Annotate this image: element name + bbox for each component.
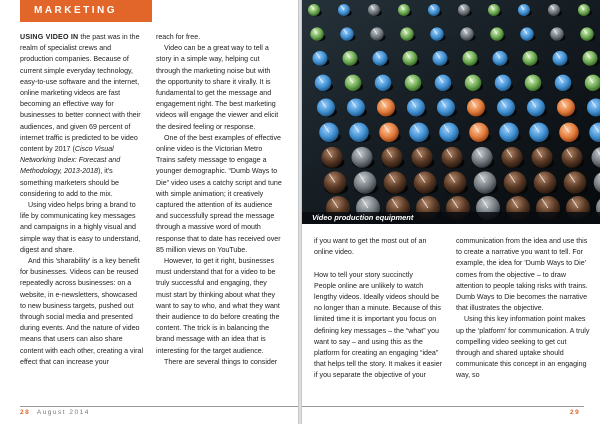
right-page [302,0,600,424]
footer-rule [20,406,298,407]
mixing-desk-photo [302,0,600,224]
paragraph: However, to get it right, businesses must understand that for a video to be truly successful and engaging, they must start by thinking about what they want to say to who, and what they want their audience to do before creating the content. The trick is in balancing the brand message with an idea that is interesting for the target audience. [156,257,280,355]
right-column-2 [456,236,590,382]
paragraph: People online are unlikely to watch lengthy videos. Ideally videos should be no longer than a minute. Because of this limited time it is important you focus on defining key messages – the “what” you want to say – and using this as the platform for creating an engaging “idea” that helps tell the story. It makes it easier if you separate the objective of your [314,281,443,380]
mixing-desk-illustration [302,0,600,224]
paragraph: reach for free. [156,33,201,41]
page-number: 29 [570,409,581,416]
paragraph: And this 'sharability' is a key benefit for businesses. Videos can be reused repeatedly across businesses: on a website, in e-newsletters, showcased to new business targets, pushed out through social media and presented during events. And the nature of video means that users can also share content with each other, creating a viral effect that can increase your [20,257,144,366]
paragraph: Video can be a great way to tell a story in a simple way, helping cut through the marketing noise but with the opportunity to share it virally. It is fundamental to get the message and engagement right. The best marketing videos will engage the viewer and elicit the desired feeling or response. [156,44,279,131]
citation: Cisco Visual Networking Index: Forecast and Methodology, 2013-2018 [20,145,121,176]
paragraph: There are several things to consider [164,357,278,366]
subheading: How to tell your story succinctly [314,270,413,279]
left-column-2 [156,32,282,368]
paragraph: Using this key information point makes up the ‘platform’ for communication. A truly compelling video seeking to get cut through and shared uptake should communicate this concept in an engaging way, so [456,315,590,380]
lead-in: USING VIDEO IN [20,33,79,41]
left-footer [20,409,90,416]
section-tab: MARKETING [20,0,152,22]
left-column-1 [20,32,144,368]
paragraph: USING VIDEO IN the past was in the realm of specialist crews and production companies. Because of current simple everyday technology, easy-to-use software and the internet, online marketing videos are fast becoming an effective way for businesses to better connect with their audiences, and given 69 percent of internet traffic is predicted to be video content by 2017 (Cisco Visual Networking Index: Forecast and Methodology, 2013-2018), it's something marketers should be considering to add to the mix. [20,33,141,198]
left-page [0,0,298,424]
paragraph: Using video helps bring a brand to life by communicating key messages and campaigns in a highly visual and simple way that is easy to understand, digest and share. [20,201,141,254]
paragraph: One of the best examples of effective online video is the Victorian Metro Trains safety message to engage a younger demographic. “Dumb Ways to Die” video uses a catchy script and tune with simple animation; it creatively captured the attention of its audience and successfully spread the message through a massive word of mouth response that to date has received over 85 million views on YouTube. [156,133,282,254]
footer-rule [302,406,584,407]
right-column-1 [314,236,444,382]
paragraph: if you want to get the most out of an online video. [314,237,427,257]
photo-caption: Video production equipment [312,213,414,222]
issue-date: August 2014 [36,409,90,416]
page-number: 28 [20,409,31,416]
paragraph: communication from the idea and use this to create a narrative you want to tell. For example, the idea for ‘Dumb Ways to Die’ comes from the objective – to draw attention to people taking risks with trains. Dumb Ways to Die becomes the narrative that illustrates the objective. [456,237,588,313]
right-footer [570,409,580,416]
